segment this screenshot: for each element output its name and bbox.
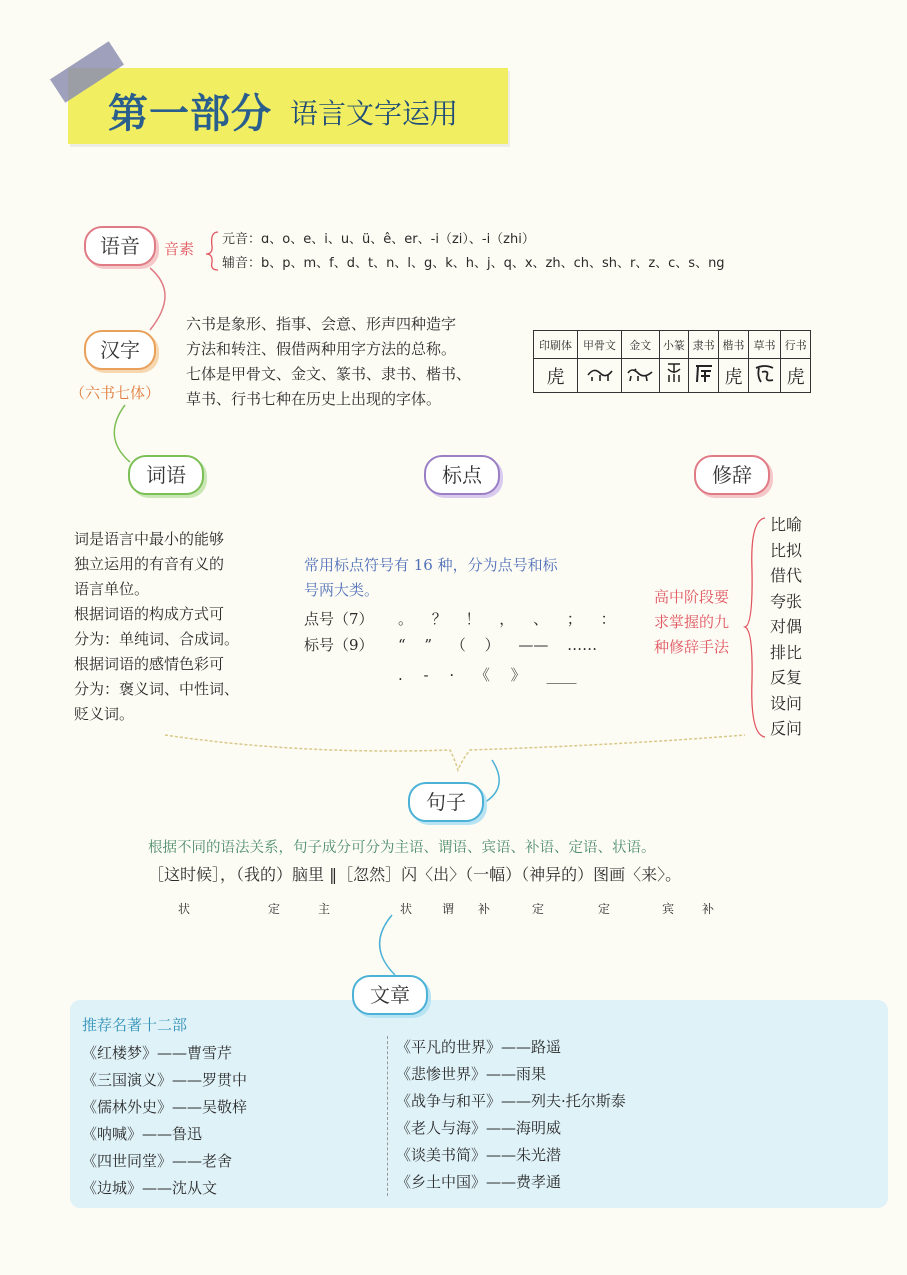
rhetoric-note: 高中阶段要 求掌握的九 种修辞手法 <box>654 588 730 656</box>
characters-pill[interactable]: 汉字 <box>84 330 156 370</box>
sentence-intro: 根据不同的语法关系，句子成分可分为主语、谓语、宾语、补语、定语、状语。 <box>148 840 656 856</box>
book-item: 《乡土中国》——费孝通 <box>396 1173 562 1191</box>
rhetoric-item: 借代 <box>770 566 803 585</box>
sentence-example: ［这时候］，（我的）脑里 ‖［忽然］闪〈出〉（一幅）（神异的）图画〈来〉。 <box>148 865 682 884</box>
punctuation-pill[interactable]: 标点 <box>424 455 500 495</box>
script-styles-table: 印刷体 甲骨文 金文 小篆 隶书 楷书 草书 行书 虎 虎 虎 <box>533 330 811 393</box>
rhetoric-item: 反复 <box>770 668 803 687</box>
rhetoric-pill[interactable]: 修辞 <box>694 455 770 495</box>
consonants-line: 辅音：b、p、m、f、d、t、n、l、g、k、h、j、q、x、zh、ch、sh、r、z、c、s、ng <box>222 256 725 271</box>
book-item: 《边城》——沈从文 <box>82 1179 218 1197</box>
phonetics-pill[interactable]: 语音 <box>84 226 156 266</box>
rhetoric-item: 设问 <box>770 693 803 713</box>
rhetoric-list <box>770 512 802 742</box>
rhetoric-item: 对偶 <box>770 617 803 636</box>
vowels-line: 元音：ɑ、o、e、i、u、ü、ê、er、-i（zi）、-i（zhi） <box>222 232 535 247</box>
recommended-books-heading: 推荐名著十二部 <box>82 1016 188 1034</box>
article-pill[interactable]: 文章 <box>352 975 428 1015</box>
words-description: 词是语言中最小的能够 独立运用的有音有义的 语言单位。 根据词语的构成方式可 分为：单纯词、合成词。 根据词语的感情色彩可 分为：褒义词、中性词、 贬义词。 <box>74 530 240 723</box>
part-number: 第一部分 <box>108 91 272 137</box>
rhetoric-item: 反问 <box>770 719 803 738</box>
book-item: 《呐喊》——鲁迅 <box>82 1125 203 1143</box>
book-item: 《悲惨世界》——雨果 <box>396 1065 547 1083</box>
book-item: 《四世同堂》——老舍 <box>82 1152 233 1170</box>
sentence-pill[interactable]: 句子 <box>408 782 484 822</box>
punctuation-intro: 常用标点符号有 16 种，分为点号和标 号两大类。 <box>304 556 558 599</box>
biaohao-marks-2: . - · 《 》 ____ <box>398 666 577 684</box>
bronze-glyph-icon <box>622 359 660 393</box>
characters-description: 六书是象形、指事、会意、形声四种造字 方法和转注、假借两种用字方法的总称。 七体是甲骨文、金文、篆书、隶书、楷书、 草书、行书七种在历史上出现的字体。 <box>186 315 472 408</box>
part-title: 语言文字运用 <box>290 97 459 130</box>
rhetoric-item: 比拟 <box>770 540 803 560</box>
cursive-glyph-icon <box>748 359 780 393</box>
biaohao-marks-1: “ ” （ ） —— …… <box>398 636 598 654</box>
sentence-components: 状 定 主 状 谓 补 定 定 宾 补 <box>178 902 715 916</box>
small-seal-glyph-icon <box>659 359 689 393</box>
phoneme-label: 音素 <box>164 240 195 258</box>
book-item: 《谈美书简》——朱光潜 <box>396 1146 562 1164</box>
dianhao-label: 点号（7） <box>304 610 374 628</box>
book-item: 《三国演义》——罗贯中 <box>82 1071 248 1089</box>
rhetoric-item: 夸张 <box>770 591 803 611</box>
book-item: 《儒林外史》——吴敬梓 <box>82 1098 248 1116</box>
oracle-bone-glyph-icon <box>578 359 622 393</box>
column-divider <box>387 1036 388 1196</box>
dianhao-marks: 。 ？ ！ ， 、 ； ： <box>398 610 616 628</box>
book-item: 《平凡的世界》——路遥 <box>396 1038 562 1056</box>
left-book-list <box>82 1040 247 1202</box>
words-pill[interactable]: 词语 <box>128 455 204 495</box>
biaohao-label: 标号（9） <box>304 636 374 654</box>
rhetoric-item: 排比 <box>770 642 803 662</box>
characters-sub-label: （六书七体） <box>70 384 161 402</box>
right-book-list <box>396 1034 626 1196</box>
book-item: 《战争与和平》——列夫·托尔斯泰 <box>396 1092 626 1110</box>
clerical-glyph-icon <box>689 359 719 393</box>
rhetoric-item: 比喻 <box>770 515 803 534</box>
book-item: 《老人与海》——海明威 <box>396 1119 562 1137</box>
book-item: 《红楼梦》——曹雪芹 <box>82 1044 233 1062</box>
